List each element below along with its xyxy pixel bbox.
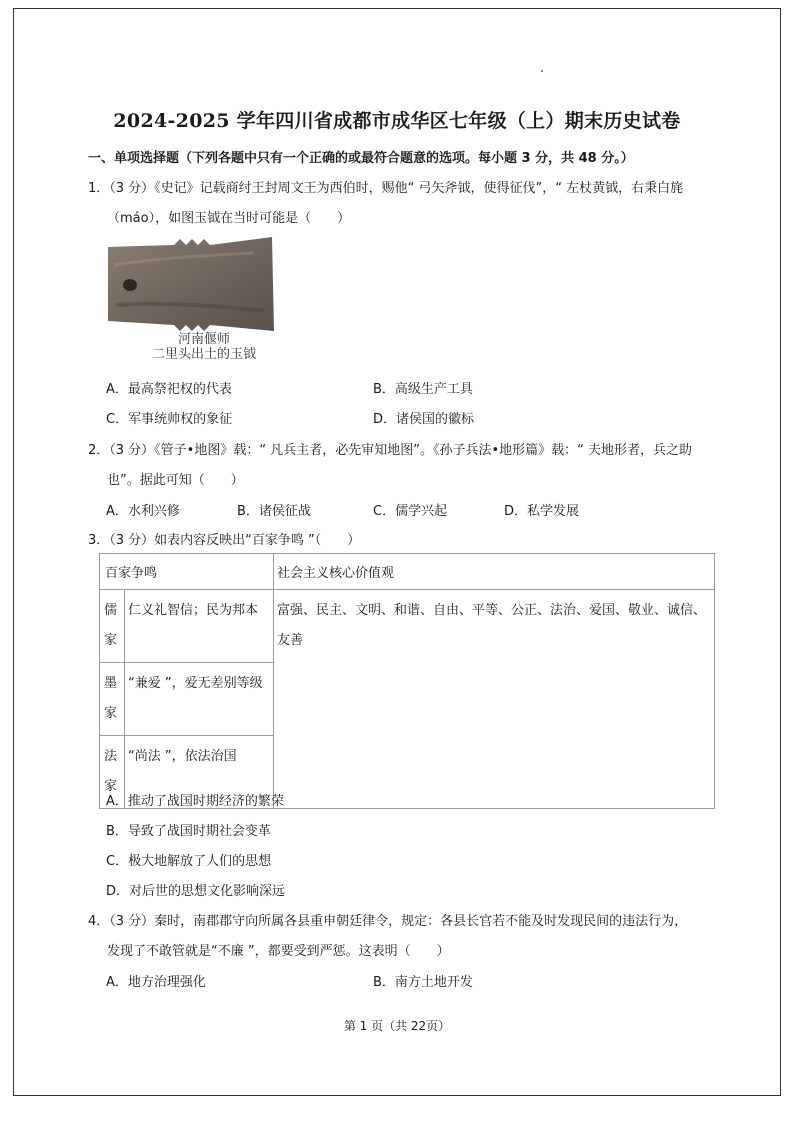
q3-option-a: A．推动了战国时期经济的繁荣: [106, 794, 284, 809]
section-heading: 一、单项选择题（下列各题中只有一个正确的或最符合题意的选项。每小题 3 分，共 48 分。）: [88, 151, 634, 166]
q3-stem: 3．（3 分）如表内容反映出“百家争鸣 ”（ ）: [88, 533, 361, 548]
table-header-row: [100, 554, 715, 590]
core-values-line2: 友善: [277, 633, 304, 648]
q1-stem-line2: （máo），如图玉钺在当时可能是（ ）: [107, 211, 351, 226]
jade-axe-photo: [104, 235, 274, 361]
school-cell: [100, 590, 125, 663]
idea-text: 仁义礼智信；民为邦本: [128, 603, 259, 618]
header-left-text: 百家争鸣: [105, 566, 158, 581]
school-name-char: 法: [104, 749, 118, 764]
school-name-char: 家: [104, 779, 118, 794]
idea-cell: [125, 663, 274, 736]
school-name-char: 墨: [104, 676, 118, 691]
q1-option-a: A．最高祭祀权的代表: [106, 382, 232, 397]
school-cell: [100, 663, 125, 736]
q3-option-c: C．极大地解放了人们的思想: [106, 854, 272, 869]
jade-axe-image: [104, 235, 274, 333]
idea-text: “兼爱 ”，爱无差别等级: [128, 676, 263, 691]
idea-text: “尚法 ”，依法治国: [128, 749, 237, 764]
page-number-footer: 第 1 页（共 22页）: [343, 1019, 451, 1033]
q4-option-b: B．南方土地开发: [373, 975, 473, 990]
scan-dot: [541, 70, 543, 72]
comparison-table: [99, 553, 715, 809]
q2-option-c: C．儒学兴起: [373, 504, 448, 519]
q4-stem-line2: 发现了不敢管就是“不廉 ”，都要受到严惩。这表明（ ）: [107, 944, 450, 959]
core-values-line1: 富强、民主、文明、和谐、自由、平等、公正、法治、爱国、敬业、诚信、: [277, 603, 707, 618]
q2-stem-line2: 也”。据此可知（ ）: [107, 473, 244, 488]
exam-title: 2024-2025 学年四川省成都市成华区七年级（上）期末历史试卷: [113, 110, 681, 132]
school-name-char: 家: [104, 706, 118, 721]
q2-option-b: B．诸侯征战: [237, 504, 311, 519]
school-name-char: 儒: [104, 603, 118, 618]
q1-option-d: D．诸侯国的徽标: [373, 412, 475, 427]
header-right-text: 社会主义核心价值观: [277, 566, 395, 581]
core-values-cell: [274, 590, 715, 809]
q1-option-b: B．高级生产工具: [373, 382, 473, 397]
q2-option-d: D．私学发展: [504, 504, 580, 519]
q2-stem-line1: 2．（3 分）《管子•地图》载：“ 凡兵主者，必先审知地图”。《孙子兵法•地形篇》载：“ 夫地形者，兵之助: [88, 443, 692, 458]
q4-option-a: A．地方治理强化: [106, 975, 206, 990]
photo-caption-line1: 河南偃师: [177, 332, 230, 347]
q3-option-d: D．对后世的思想文化影响深远: [106, 884, 286, 899]
table-header-right: [274, 554, 715, 590]
table-row: [100, 590, 715, 663]
q2-option-a: A．水利兴修: [106, 504, 180, 519]
photo-caption-line2: 二里头出土的玉钺: [151, 347, 256, 362]
idea-cell: [125, 590, 274, 663]
q4-stem-line1: 4．（3 分）秦时，南郡郡守向所属各县重申朝廷律令，规定：各县长官若不能及时发现民间的违法行为，: [88, 914, 688, 929]
table-header-left: [100, 554, 274, 590]
page-border: [13, 8, 781, 1096]
school-name-char: 家: [104, 633, 118, 648]
q1-option-c: C．军事统帅权的象征: [106, 412, 233, 427]
q1-stem-line1: 1．（3 分）《史记》记载商纣王封周文王为西伯时，赐他“ 弓矢斧钺，使得征伐”，“ 左杖黄钺，右秉白旄: [88, 181, 684, 196]
q3-option-b: B．导致了战国时期社会变革: [106, 824, 271, 839]
